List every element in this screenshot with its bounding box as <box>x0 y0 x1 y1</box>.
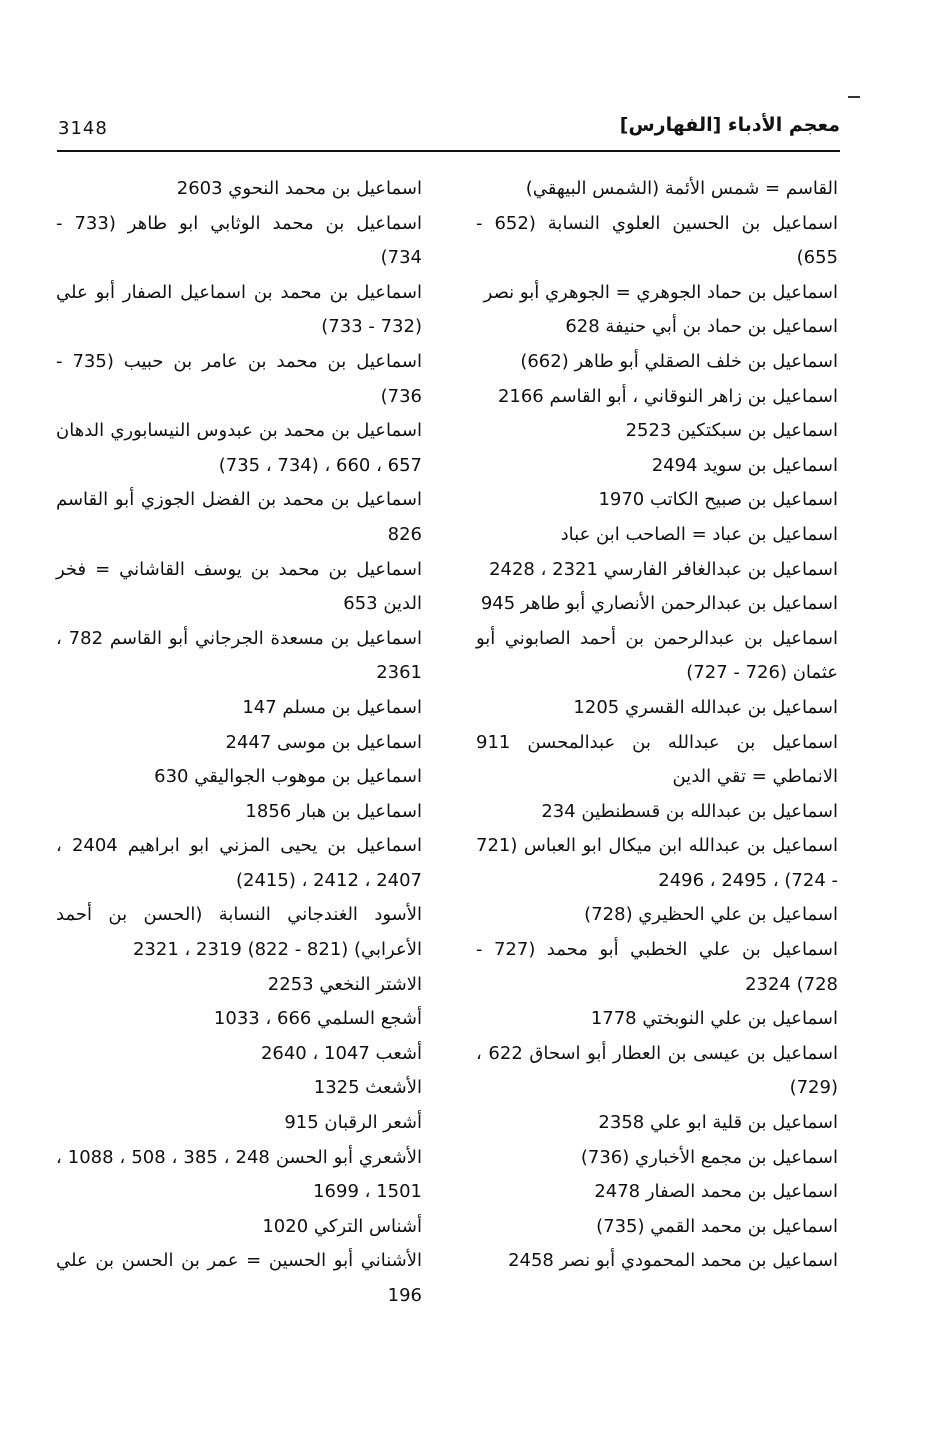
index-entry: الاشتر النخعي 2253 <box>267 973 422 995</box>
index-entry: أشعب 1047 ، 2640 <box>260 1042 422 1064</box>
index-entry: اسماعيل بن صبيح الكاتب 1970 <box>598 489 838 511</box>
index-entry: اسماعيل بن موسى 2447 <box>225 731 422 753</box>
index-entry: اسماعيل بن حماد الجوهري = الجوهري أبو نصر <box>483 281 838 303</box>
index-entry: اسماعيل بن محمد الصفار 2478 <box>594 1181 838 1203</box>
page-number: 3148 <box>58 118 108 139</box>
index-entry: اسماعيل بن علي الخطبي أبو محمد (727 - 728) 2324 <box>476 939 838 995</box>
index-entry: اسماعيل بن يحيى المزني ابو ابراهيم 2404 ، 2407 ، 2412 ، (2415) <box>56 835 423 891</box>
index-entry: اسماعيل بن عبدالله بن قسطنطين 234 <box>541 800 838 822</box>
index-entry: اسماعيل بن محمد بن عبدوس النيسابوري الدهان 657 ، 660 ، (734 ، 735) <box>56 420 422 476</box>
index-column-right <box>476 172 838 1279</box>
running-head: معجم الأدباء [الفهارس] <box>619 114 840 136</box>
index-entry: اسماعيل بن محمد بن يوسف القاشاني = فخر الدين 653 <box>56 558 422 615</box>
index-entry: اسماعيل بن عبدالله بن عبدالمحسن 911 الانماطي = تقي الدين <box>476 731 838 788</box>
index-entry: أشجع السلمي 666 ، 1033 <box>213 1008 422 1030</box>
index-entry: اسماعيل بن محمد بن اسماعيل الصفار أبو علي (732 - 733) <box>56 281 422 338</box>
index-entry: أشناس التركي 1020 <box>262 1215 422 1237</box>
index-entry: اسماعيل بن مجمع الأخباري (736) <box>580 1146 838 1168</box>
index-entry: اسماعيل بن عيسى بن العطار أبو اسحاق 622 ، (729) <box>476 1042 839 1099</box>
index-entry: الأشعث 1325 <box>313 1077 422 1099</box>
index-entry: اسماعيل بن محمد النحوي 2603 <box>176 178 422 199</box>
index-entry: اسماعيل بن سبكتكين 2523 <box>625 420 838 442</box>
index-entry: اسماعيل بن محمد بن الفضل الجوزي أبو القاسم 826 <box>56 489 422 545</box>
index-entry: الأسود الغندجاني النسابة (الحسن بن أحمد الأعرابي) (821 - 822) 2319 ، 2321 <box>56 904 422 961</box>
index-entry: اسماعيل بن عبدالله ابن ميكال ابو العباس (721 - 724) ، 2495 ، 2496 <box>476 835 838 891</box>
index-entry: اسماعيل بن هبار 1856 <box>245 800 422 822</box>
index-entry: اسماعيل بن محمد المحمودي أبو نصر 2458 <box>508 1250 838 1272</box>
index-entry: أشعر الرقبان 915 <box>284 1112 422 1134</box>
index-entry: اسماعيل بن عبدالغافر الفارسي 2321 ، 2428 <box>489 558 838 580</box>
index-entry: اسماعيل بن خلف الصقلي أبو طاهر (662) <box>520 350 838 372</box>
margin-mark <box>848 96 860 98</box>
index-entry: اسماعيل بن عبدالرحمن بن أحمد الصابوني أبو عثمان (726 - 727) <box>476 627 838 684</box>
index-entry: اسماعيل بن عباد = الصاحب ابن عباد <box>560 523 838 545</box>
index-entry: اسماعيل بن مسلم 147 <box>242 696 422 718</box>
index-entry: القاسم = شمس الأئمة (الشمس البيهقي) <box>525 178 838 199</box>
index-entry: اسماعيل بن قلية ابو علي 2358 <box>598 1112 838 1134</box>
index-entry: اسماعيل بن سويد 2494 <box>651 454 838 476</box>
index-entry: اسماعيل بن عبدالله القسري 1205 <box>573 696 838 718</box>
index-entry: الأشعري أبو الحسن 248 ، 385 ، 508 ، 1088 ، 1501 ، 1699 <box>56 1146 422 1203</box>
index-entry: اسماعيل بن محمد بن عامر بن حبيب (735 - 736) <box>56 350 422 407</box>
index-entry: اسماعيل بن علي النوبختي 1778 <box>590 1008 838 1030</box>
index-entry: اسماعيل بن محمد الوثابي ابو طاهر (733 - 734) <box>56 212 422 269</box>
index-entry: اسماعيل بن حماد بن أبي حنيفة 628 <box>565 316 838 338</box>
index-column-left <box>56 172 422 1314</box>
index-entry: اسماعيل بن محمد القمي (735) <box>596 1215 838 1237</box>
index-entry: اسماعيل بن مسعدة الجرجاني أبو القاسم 782 ، 2361 <box>56 627 423 684</box>
header-rule <box>57 150 840 152</box>
index-entry: اسماعيل بن عبدالرحمن الأنصاري أبو طاهر 945 <box>480 593 838 615</box>
index-entry: اسماعيل بن موهوب الجواليقي 630 <box>154 766 422 788</box>
index-entry: الأشناني أبو الحسين = عمر بن الحسن بن علي 196 <box>56 1250 422 1306</box>
index-entry: اسماعيل بن زاهر النوقاني ، أبو القاسم 2166 <box>497 385 838 407</box>
index-entry: اسماعيل بن الحسين العلوي النسابة (652 - 655) <box>476 212 838 269</box>
index-entry: اسماعيل بن علي الحظيري (728) <box>584 904 838 926</box>
